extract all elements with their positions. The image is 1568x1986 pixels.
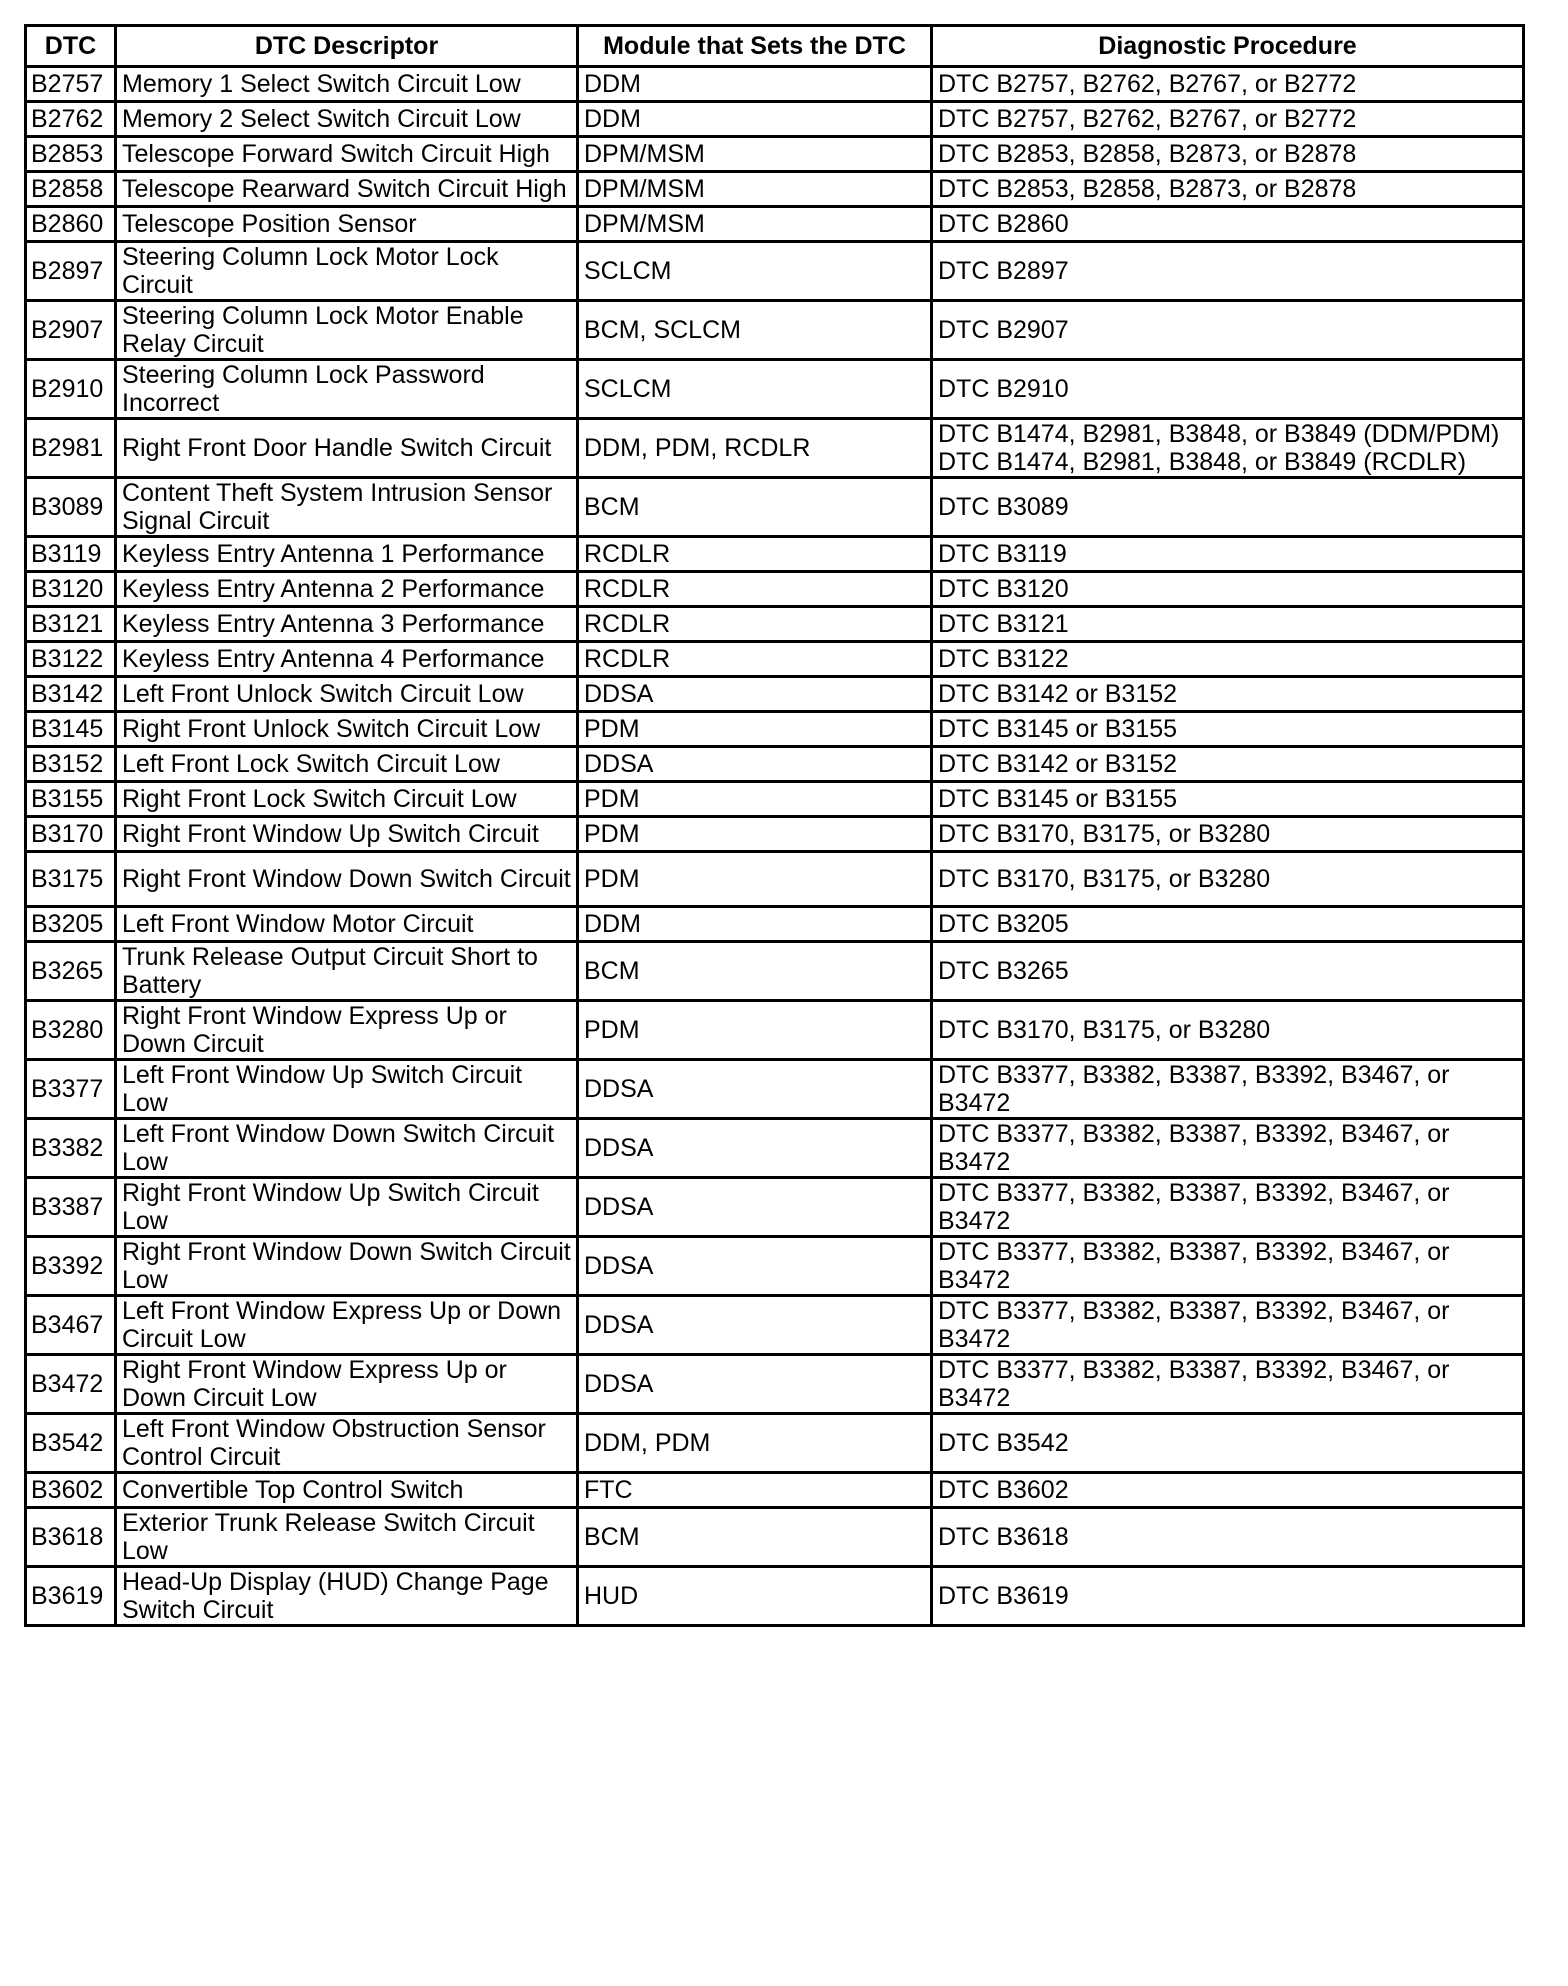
cell-dtc: B3382: [26, 1119, 116, 1178]
cell-procedure: DTC B1474, B2981, B3848, or B3849 (DDM/PDM) DTC B1474, B2981, B3848, or B3849 (RCDLR): [932, 419, 1524, 478]
cell-module: DDM: [578, 102, 932, 137]
cell-dtc: B3265: [26, 942, 116, 1001]
cell-module: DDM: [578, 907, 932, 942]
table-row: [26, 478, 1524, 537]
cell-procedure: DTC B3377, B3382, B3387, B3392, B3467, or B3472: [932, 1296, 1524, 1355]
cell-descriptor: Trunk Release Output Circuit Short to Battery: [116, 942, 578, 1001]
table-row: [26, 782, 1524, 817]
cell-dtc: B3170: [26, 817, 116, 852]
table-row: [26, 1508, 1524, 1567]
cell-procedure: DTC B3170, B3175, or B3280: [932, 817, 1524, 852]
cell-dtc: B3145: [26, 712, 116, 747]
cell-dtc: B3142: [26, 677, 116, 712]
cell-procedure: DTC B2860: [932, 207, 1524, 242]
table-row: [26, 1473, 1524, 1508]
cell-dtc: B3387: [26, 1178, 116, 1237]
cell-module: DDSA: [578, 1119, 932, 1178]
cell-module: BCM, SCLCM: [578, 301, 932, 360]
cell-procedure: DTC B3265: [932, 942, 1524, 1001]
cell-module: DPM/MSM: [578, 172, 932, 207]
table-row: [26, 907, 1524, 942]
cell-descriptor: Exterior Trunk Release Switch Circuit Low: [116, 1508, 578, 1567]
cell-dtc: B3472: [26, 1355, 116, 1414]
table-row: [26, 1414, 1524, 1473]
cell-module: DDM: [578, 67, 932, 102]
cell-procedure: DTC B3377, B3382, B3387, B3392, B3467, or B3472: [932, 1178, 1524, 1237]
cell-module: DPM/MSM: [578, 137, 932, 172]
cell-descriptor: Left Front Window Down Switch Circuit Low: [116, 1119, 578, 1178]
header-procedure: Diagnostic Procedure: [932, 26, 1524, 67]
cell-descriptor: Right Front Unlock Switch Circuit Low: [116, 712, 578, 747]
cell-descriptor: Left Front Window Up Switch Circuit Low: [116, 1060, 578, 1119]
table-row: [26, 642, 1524, 677]
cell-module: SCLCM: [578, 242, 932, 301]
cell-dtc: B3121: [26, 607, 116, 642]
table-row: [26, 852, 1524, 907]
table-row: [26, 1178, 1524, 1237]
header-descriptor: DTC Descriptor: [116, 26, 578, 67]
cell-module: BCM: [578, 942, 932, 1001]
cell-procedure: DTC B3142 or B3152: [932, 747, 1524, 782]
cell-dtc: B3602: [26, 1473, 116, 1508]
cell-descriptor: Left Front Window Motor Circuit: [116, 907, 578, 942]
cell-dtc: B2910: [26, 360, 116, 419]
cell-descriptor: Right Front Window Up Switch Circuit Low: [116, 1178, 578, 1237]
cell-descriptor: Left Front Lock Switch Circuit Low: [116, 747, 578, 782]
cell-module: BCM: [578, 1508, 932, 1567]
cell-dtc: B2762: [26, 102, 116, 137]
cell-dtc: B3619: [26, 1567, 116, 1626]
cell-procedure: DTC B2853, B2858, B2873, or B2878: [932, 137, 1524, 172]
cell-module: PDM: [578, 782, 932, 817]
cell-module: DDSA: [578, 677, 932, 712]
cell-procedure: DTC B2757, B2762, B2767, or B2772: [932, 67, 1524, 102]
cell-procedure: DTC B3120: [932, 572, 1524, 607]
cell-descriptor: Steering Column Lock Motor Enable Relay Circuit: [116, 301, 578, 360]
cell-dtc: B2907: [26, 301, 116, 360]
table-row: [26, 1001, 1524, 1060]
cell-module: PDM: [578, 1001, 932, 1060]
table-row: [26, 572, 1524, 607]
table-row: [26, 301, 1524, 360]
cell-dtc: B2853: [26, 137, 116, 172]
cell-procedure: DTC B2910: [932, 360, 1524, 419]
table-row: [26, 537, 1524, 572]
table-row: [26, 942, 1524, 1001]
cell-dtc: B3155: [26, 782, 116, 817]
table-row: [26, 712, 1524, 747]
cell-descriptor: Steering Column Lock Motor Lock Circuit: [116, 242, 578, 301]
cell-descriptor: Steering Column Lock Password Incorrect: [116, 360, 578, 419]
cell-procedure: DTC B3119: [932, 537, 1524, 572]
cell-dtc: B3542: [26, 1414, 116, 1473]
table-row: [26, 1119, 1524, 1178]
table-row: [26, 1567, 1524, 1626]
cell-descriptor: Right Front Window Express Up or Down Circuit Low: [116, 1355, 578, 1414]
cell-descriptor: Left Front Window Obstruction Sensor Control Circuit: [116, 1414, 578, 1473]
cell-module: RCDLR: [578, 607, 932, 642]
cell-module: FTC: [578, 1473, 932, 1508]
cell-module: DDSA: [578, 1296, 932, 1355]
cell-descriptor: Right Front Window Express Up or Down Circuit: [116, 1001, 578, 1060]
cell-module: DDM, PDM: [578, 1414, 932, 1473]
cell-module: RCDLR: [578, 572, 932, 607]
cell-descriptor: Keyless Entry Antenna 4 Performance: [116, 642, 578, 677]
cell-dtc: B2897: [26, 242, 116, 301]
table-body: [26, 67, 1524, 1626]
cell-descriptor: Right Front Window Down Switch Circuit Low: [116, 1237, 578, 1296]
table-row: [26, 1355, 1524, 1414]
cell-descriptor: Keyless Entry Antenna 2 Performance: [116, 572, 578, 607]
cell-dtc: B3120: [26, 572, 116, 607]
table-row: [26, 242, 1524, 301]
cell-dtc: B3377: [26, 1060, 116, 1119]
cell-module: DDSA: [578, 1178, 932, 1237]
cell-descriptor: Right Front Window Up Switch Circuit: [116, 817, 578, 852]
cell-procedure: DTC B3205: [932, 907, 1524, 942]
cell-module: DDSA: [578, 1355, 932, 1414]
table-row: [26, 207, 1524, 242]
table-row: [26, 102, 1524, 137]
cell-procedure: DTC B3602: [932, 1473, 1524, 1508]
dtc-table: [24, 24, 1525, 1627]
cell-procedure: DTC B3377, B3382, B3387, B3392, B3467, or B3472: [932, 1237, 1524, 1296]
cell-procedure: DTC B2897: [932, 242, 1524, 301]
header-dtc: DTC: [26, 26, 116, 67]
cell-descriptor: Keyless Entry Antenna 3 Performance: [116, 607, 578, 642]
table-row: [26, 360, 1524, 419]
cell-procedure: DTC B3377, B3382, B3387, B3392, B3467, or B3472: [932, 1119, 1524, 1178]
cell-dtc: B3392: [26, 1237, 116, 1296]
table-row: [26, 1060, 1524, 1119]
cell-module: PDM: [578, 712, 932, 747]
table-row: [26, 817, 1524, 852]
cell-module: RCDLR: [578, 537, 932, 572]
cell-module: DDM, PDM, RCDLR: [578, 419, 932, 478]
table-row: [26, 137, 1524, 172]
cell-procedure: DTC B2853, B2858, B2873, or B2878: [932, 172, 1524, 207]
cell-dtc: B3280: [26, 1001, 116, 1060]
cell-descriptor: Left Front Window Express Up or Down Circuit Low: [116, 1296, 578, 1355]
cell-module: RCDLR: [578, 642, 932, 677]
cell-dtc: B3467: [26, 1296, 116, 1355]
table-row: [26, 677, 1524, 712]
cell-procedure: DTC B3122: [932, 642, 1524, 677]
cell-dtc: B3618: [26, 1508, 116, 1567]
cell-dtc: B2981: [26, 419, 116, 478]
cell-dtc: B2860: [26, 207, 116, 242]
header-row: [26, 26, 1524, 67]
cell-module: PDM: [578, 852, 932, 907]
cell-procedure: DTC B3121: [932, 607, 1524, 642]
cell-module: DDSA: [578, 1060, 932, 1119]
cell-descriptor: Telescope Position Sensor: [116, 207, 578, 242]
cell-descriptor: Left Front Unlock Switch Circuit Low: [116, 677, 578, 712]
cell-procedure: DTC B3619: [932, 1567, 1524, 1626]
cell-descriptor: Keyless Entry Antenna 1 Performance: [116, 537, 578, 572]
cell-dtc: B3152: [26, 747, 116, 782]
cell-module: SCLCM: [578, 360, 932, 419]
cell-descriptor: Right Front Lock Switch Circuit Low: [116, 782, 578, 817]
cell-module: DDSA: [578, 747, 932, 782]
cell-descriptor: Right Front Window Down Switch Circuit: [116, 852, 578, 907]
cell-module: BCM: [578, 478, 932, 537]
cell-descriptor: Content Theft System Intrusion Sensor Signal Circuit: [116, 478, 578, 537]
header-module: Module that Sets the DTC: [578, 26, 932, 67]
cell-procedure: DTC B3618: [932, 1508, 1524, 1567]
cell-dtc: B3175: [26, 852, 116, 907]
cell-procedure: DTC B3142 or B3152: [932, 677, 1524, 712]
table-row: [26, 747, 1524, 782]
cell-module: HUD: [578, 1567, 932, 1626]
cell-dtc: B2858: [26, 172, 116, 207]
cell-procedure: DTC B2907: [932, 301, 1524, 360]
cell-dtc: B3089: [26, 478, 116, 537]
table-row: [26, 67, 1524, 102]
table-row: [26, 607, 1524, 642]
cell-descriptor: Memory 1 Select Switch Circuit Low: [116, 67, 578, 102]
cell-procedure: DTC B3542: [932, 1414, 1524, 1473]
cell-dtc: B3119: [26, 537, 116, 572]
cell-procedure: DTC B3170, B3175, or B3280: [932, 852, 1524, 907]
cell-procedure: DTC B2757, B2762, B2767, or B2772: [932, 102, 1524, 137]
cell-module: DDSA: [578, 1237, 932, 1296]
table-row: [26, 172, 1524, 207]
cell-procedure: DTC B3377, B3382, B3387, B3392, B3467, or B3472: [932, 1355, 1524, 1414]
cell-descriptor: Head-Up Display (HUD) Change Page Switch Circuit: [116, 1567, 578, 1626]
cell-procedure: DTC B3145 or B3155: [932, 782, 1524, 817]
cell-descriptor: Telescope Rearward Switch Circuit High: [116, 172, 578, 207]
cell-dtc: B3205: [26, 907, 116, 942]
cell-procedure: DTC B3170, B3175, or B3280: [932, 1001, 1524, 1060]
cell-module: DPM/MSM: [578, 207, 932, 242]
cell-dtc: B3122: [26, 642, 116, 677]
cell-dtc: B2757: [26, 67, 116, 102]
table-row: [26, 419, 1524, 478]
cell-descriptor: Telescope Forward Switch Circuit High: [116, 137, 578, 172]
cell-descriptor: Right Front Door Handle Switch Circuit: [116, 419, 578, 478]
table-row: [26, 1237, 1524, 1296]
table-row: [26, 1296, 1524, 1355]
cell-procedure: DTC B3377, B3382, B3387, B3392, B3467, or B3472: [932, 1060, 1524, 1119]
cell-descriptor: Convertible Top Control Switch: [116, 1473, 578, 1508]
cell-descriptor: Memory 2 Select Switch Circuit Low: [116, 102, 578, 137]
cell-module: PDM: [578, 817, 932, 852]
cell-procedure: DTC B3145 or B3155: [932, 712, 1524, 747]
cell-procedure: DTC B3089: [932, 478, 1524, 537]
